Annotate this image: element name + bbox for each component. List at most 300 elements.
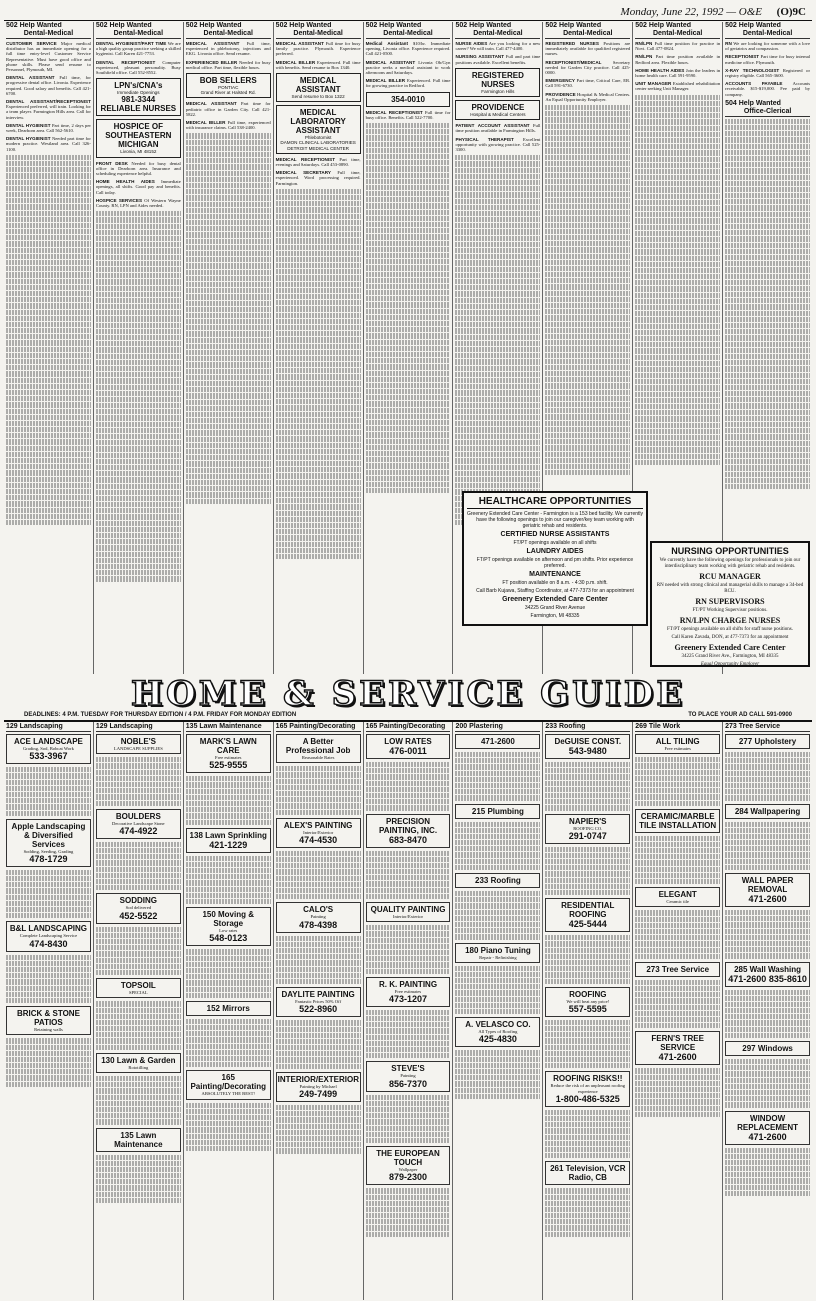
text-line [635,1011,720,1016]
text-line [6,303,91,308]
text-line [725,193,810,198]
text-line [725,187,810,192]
text-line [6,876,91,881]
text-line [545,847,630,852]
text-line [276,288,361,293]
help-wanted-column [363,22,453,674]
text-line [186,270,271,275]
text-line [725,1065,810,1070]
text-line [276,869,361,874]
classified-ad-body: Part time, 2 days per week, Dearborn area. Call 562-5610. [6,122,91,134]
nursing-rcu-text: RN needed with strong clinical and managerial skills to manage a 34-bed RCU. [656,583,804,594]
text-line [6,390,91,395]
classified-ad-title: HOME HEALTH AIDES [635,67,685,73]
classified-ad-title: EMERGENCY [545,78,575,84]
nursing-city: Farmington, MI 48335 [732,654,779,659]
text-line [6,384,91,389]
service-ad [545,898,630,932]
classified-ad-body: Part time position available in Redford area. Flexible hours. [635,54,721,65]
text-line [635,150,720,155]
text-line [186,202,271,207]
text-line [635,286,720,291]
display-ad-lpn [96,78,181,116]
text-line [96,521,181,526]
text-line [96,347,181,352]
classified-ad-title: PHYSICAL THERAPIST [455,136,514,142]
text-line [366,173,451,178]
text-line [455,192,540,197]
text-line [635,410,720,415]
classified-ad-title: RECEPTIONIST/MEDICAL [545,59,602,65]
text-line [545,278,630,283]
text-line [545,179,630,184]
text-line [455,771,540,776]
service-ad [455,943,540,963]
classified-ad [725,68,810,78]
service-ad [635,887,720,907]
text-line [366,191,451,196]
text-line [276,785,361,790]
text-line [6,452,91,457]
text-line [725,304,810,309]
text-line [366,863,451,868]
text-line [545,871,630,876]
text-line [276,294,361,299]
text-line [725,947,810,952]
text-line [276,486,361,491]
text-line [366,278,451,283]
display-ad-medical-lab [276,105,361,154]
text-line [366,1201,451,1206]
classified-header [366,22,451,39]
text-line [6,371,91,376]
text-line [455,285,540,290]
text-line [366,799,451,804]
text-line [545,192,630,197]
text-line [96,273,181,278]
text-line [186,1025,271,1030]
classified-ad-body: Part time for busy internal medicine office. Plymouth. [725,54,811,65]
text-line [276,1027,361,1032]
text-line [366,1126,451,1131]
service-ad [545,814,630,844]
text-line [545,464,630,469]
text-line [635,1081,720,1086]
guide-place-ad: TO PLACE YOUR AD CALL 591-0900 [688,712,792,718]
text-line [725,1033,810,1038]
text-line [455,1088,540,1093]
classified-header [725,22,810,39]
text-line [186,245,271,250]
text-line [545,859,630,864]
text-line [725,1078,810,1083]
text-line [6,192,91,197]
text-line [545,935,630,940]
text-line [635,1093,720,1098]
service-ad-name: LOW RATES [384,737,432,746]
service-text-filler [725,822,810,871]
classified-ad-title: HOME HEALTH AIDES [95,179,155,185]
text-line [455,322,540,327]
healthcare-heading-cna: CERTIFIED NURSE ASSISTANTS [500,531,610,538]
text-line [6,167,91,172]
text-line [366,962,451,967]
text-line [455,372,540,377]
text-line [366,340,451,345]
text-line [96,286,181,291]
classified-text-filler [366,123,451,493]
text-line [366,302,451,307]
text-line [725,484,810,489]
text-line [6,501,91,506]
text-line [276,1136,361,1141]
text-line [96,230,181,235]
text-line [276,480,361,485]
text-line [96,1001,181,1006]
text-line [635,435,720,440]
text-line [635,256,720,261]
service-ad-name: DeGUISE CONST. [554,737,622,746]
classified-ad-title: RN [725,41,732,46]
text-line [545,1032,630,1037]
text-line [635,770,720,775]
classified-ad-title: X-RAY TECHNOLOGIST [725,67,780,73]
service-category-header: 135 Lawn Maintenance [186,722,271,732]
service-text-filler [6,767,91,816]
text-line [6,483,91,488]
text-line [545,966,630,971]
text-line [186,1056,271,1061]
text-line [6,901,91,906]
text-line [186,344,271,349]
service-text-filler [366,1188,451,1237]
text-line [725,771,810,776]
classified-ad-body: Full time for busy family practice. Plymouth. Experience preferred. [275,41,361,57]
text-line [96,848,181,853]
text-line [545,1201,630,1206]
text-line [635,262,720,267]
text-line [6,310,91,315]
text-line [366,228,451,233]
text-line [635,237,720,242]
text-line [276,220,361,225]
classified-ad [96,161,181,177]
text-line [366,259,451,264]
text-line [276,436,361,441]
nursing-charge-text: FT/PT openings available on all shifts for staff nurse positions. [667,627,793,632]
text-line [276,393,361,398]
text-line [276,269,361,274]
text-line [725,1191,810,1196]
service-ad-phone: 548-0123 [209,933,248,944]
text-line [635,917,720,922]
classified-header-category: Dental-Medical [113,30,164,37]
service-text-filler [635,757,720,806]
service-column [4,722,93,1300]
classified-ad [366,78,451,88]
text-line [366,1107,451,1112]
text-line [635,447,720,452]
service-ad-description: Grading, Sod, Bobcat Work [22,746,74,751]
text-line [6,353,91,358]
classified-ad-title: MEDICAL BILLER [185,120,226,126]
service-ad-description: Reasonable Rates [301,755,335,760]
service-text-filler [186,949,271,998]
classified-ad-title: MEDICAL SECRETARY [275,170,331,176]
service-text-filler [725,1059,810,1108]
text-line [6,396,91,401]
service-ad-name: THE EUROPEAN TOUCH [376,1149,440,1168]
text-line [96,279,181,284]
service-text-filler [96,1076,181,1125]
classified-ad [545,60,630,76]
text-line [725,311,810,316]
text-line [366,969,451,974]
text-line [635,280,720,285]
text-line [545,1188,630,1193]
text-line [276,876,361,881]
service-text-filler [96,1155,181,1204]
classified-ad-title: REGISTERED NURSES [545,41,599,46]
text-line [6,907,91,912]
text-line [455,1003,540,1008]
text-line [366,241,451,246]
text-line [186,962,271,967]
text-line [635,101,720,106]
text-line [96,558,181,563]
text-line [545,1026,630,1031]
text-line [635,935,720,940]
text-line [276,461,361,466]
text-line [725,373,810,378]
text-line [276,511,361,516]
text-line [6,217,91,222]
text-line [545,254,630,259]
service-ad-name: 130 Lawn & Garden [101,1055,176,1065]
service-category-header: 165 Painting/Decorating [366,722,451,732]
text-line [635,169,720,174]
text-line [186,424,271,429]
text-line [455,316,540,321]
text-line [635,398,720,403]
text-line [276,1142,361,1147]
text-line [545,105,630,110]
display-ad-bob-sellers [186,73,271,98]
text-line [635,801,720,806]
text-line [455,384,540,389]
text-line [635,929,720,934]
service-text-filler [6,955,91,1004]
service-ad [366,977,451,1007]
classified-ad-title: MEDICAL BILLER [365,78,406,84]
text-line [545,173,630,178]
service-text-filler [545,762,630,811]
text-line [276,1045,361,1050]
text-line [186,893,271,898]
text-line [276,1039,361,1044]
healthcare-heading-laundry: LAUNDRY AIDES [526,548,584,555]
text-line [96,1026,181,1031]
text-line [725,286,810,291]
text-line [635,873,720,878]
text-line [6,1051,91,1056]
classified-ad [96,60,181,76]
service-ad-name: 273 Tree Service [646,964,710,974]
classified-ad-title: DENTAL RECEPTIONIST [95,59,156,65]
text-line [366,142,451,147]
text-line [725,465,810,470]
text-line [186,146,271,151]
classified-ad-body: We are looking for someone with a love of geriatrics and compassion. [725,41,811,52]
service-ad [96,1053,181,1073]
text-line [6,266,91,271]
text-line [186,133,271,138]
text-line [276,1124,361,1129]
text-line [455,984,540,989]
text-line [455,978,540,983]
classified-ad-body: Excellent opportunity with growing practice. Call 525-3300. [455,136,541,153]
service-ad-phone: 425-5444 [568,919,607,930]
text-line [276,362,361,367]
text-line [96,304,181,309]
text-line [6,409,91,414]
text-line [276,942,361,947]
text-line [6,427,91,432]
service-ad-name: 150 Moving & Storage [202,910,255,929]
classified-ad-body: Full time, experienced. Word processing required. Farmington. [275,170,361,186]
text-line [366,364,451,369]
text-line [366,420,451,425]
text-line [545,1219,630,1224]
classified-ad [635,41,720,51]
text-line [725,274,810,279]
text-line [545,303,630,308]
text-line [725,236,810,241]
service-text-filler [725,1148,810,1197]
text-line [6,421,91,426]
text-line [276,207,361,212]
text-line [545,433,630,438]
classified-ad-body: Secretary needed for Garden City practice. Call 425-0000. [545,59,631,76]
text-line [545,142,630,147]
text-line [455,1063,540,1068]
text-line [455,972,540,977]
text-line [455,752,540,757]
text-line [6,979,91,984]
service-ad-name: A. VELASCO CO. [465,1020,531,1030]
nursing-address: 34225 Grand River Ave. [681,654,731,659]
text-line [276,797,361,802]
text-line [635,1087,720,1092]
service-ad [366,902,451,922]
text-line [186,993,271,998]
text-line [635,330,720,335]
service-category-header: 129 Landscaping [96,722,181,732]
text-line [276,399,361,404]
display-ad-sub: Hospital & Medical Centers [470,112,526,118]
service-ad-phone: 471-2600 [748,1131,787,1142]
text-line [6,1082,91,1087]
service-text-filler [276,851,361,900]
text-line [545,334,630,339]
text-line [725,916,810,921]
text-line [725,783,810,788]
text-line [276,430,361,435]
text-line [455,273,540,278]
service-text-filler [545,1020,630,1069]
text-line [186,1134,271,1139]
text-line [725,1014,810,1019]
text-line [96,757,181,762]
healthcare-intro: Greenery Extended Care Center - Farmington is a 153 bed facility. We currently have the following openings to join our caregiver/key team working with geriatric rehab and residents. [467,511,644,529]
text-line [545,421,630,426]
text-line [6,470,91,475]
service-column [93,722,183,1300]
text-line [635,355,720,360]
text-line [186,331,271,336]
text-line [366,1132,451,1137]
text-line [186,294,271,299]
service-text-filler [635,910,720,959]
text-line [186,449,271,454]
text-line [276,300,361,305]
service-ad [276,987,361,1017]
text-line [455,1050,540,1055]
text-line [6,322,91,327]
classified-ad-title: NURSING ASSISTANT [455,54,505,60]
text-line [276,863,361,868]
service-ad-name: 135 Lawn Maintenance [114,1130,163,1149]
classified-ad-body: Experienced. Full time for growing practice in Redford. [365,78,451,89]
text-line [725,1002,810,1007]
service-ad-name: ROOFING RISKS!! [553,1074,623,1084]
text-line [366,793,451,798]
service-ad-name: ROOFING [569,989,607,999]
text-line [545,260,630,265]
text-line [455,916,540,921]
display-ad-company2: DETROIT MEDICAL CENTER [287,145,349,151]
text-line [545,960,630,965]
text-line [96,242,181,247]
service-ad-name: WALL PAPER REMOVAL [741,876,794,894]
text-line [545,266,630,271]
text-line [276,195,361,200]
text-line [545,390,630,395]
text-line [96,1107,181,1112]
text-line [455,242,540,247]
text-line [725,168,810,173]
text-line [545,1207,630,1212]
service-ad-name: INTERIOR/EXTERIOR [277,1074,360,1084]
service-ad [186,828,271,853]
text-line [186,195,271,200]
text-line [366,451,451,456]
text-line [96,1008,181,1013]
text-line [635,1005,720,1010]
service-ad [276,818,361,848]
text-line [96,1038,181,1043]
text-line [276,412,361,417]
text-line [96,298,181,303]
text-line [725,175,810,180]
text-line [545,241,630,246]
text-line [545,941,630,946]
text-line [6,223,91,228]
text-line [96,248,181,253]
text-line [96,776,181,781]
text-line [725,1166,810,1171]
text-line [276,275,361,280]
